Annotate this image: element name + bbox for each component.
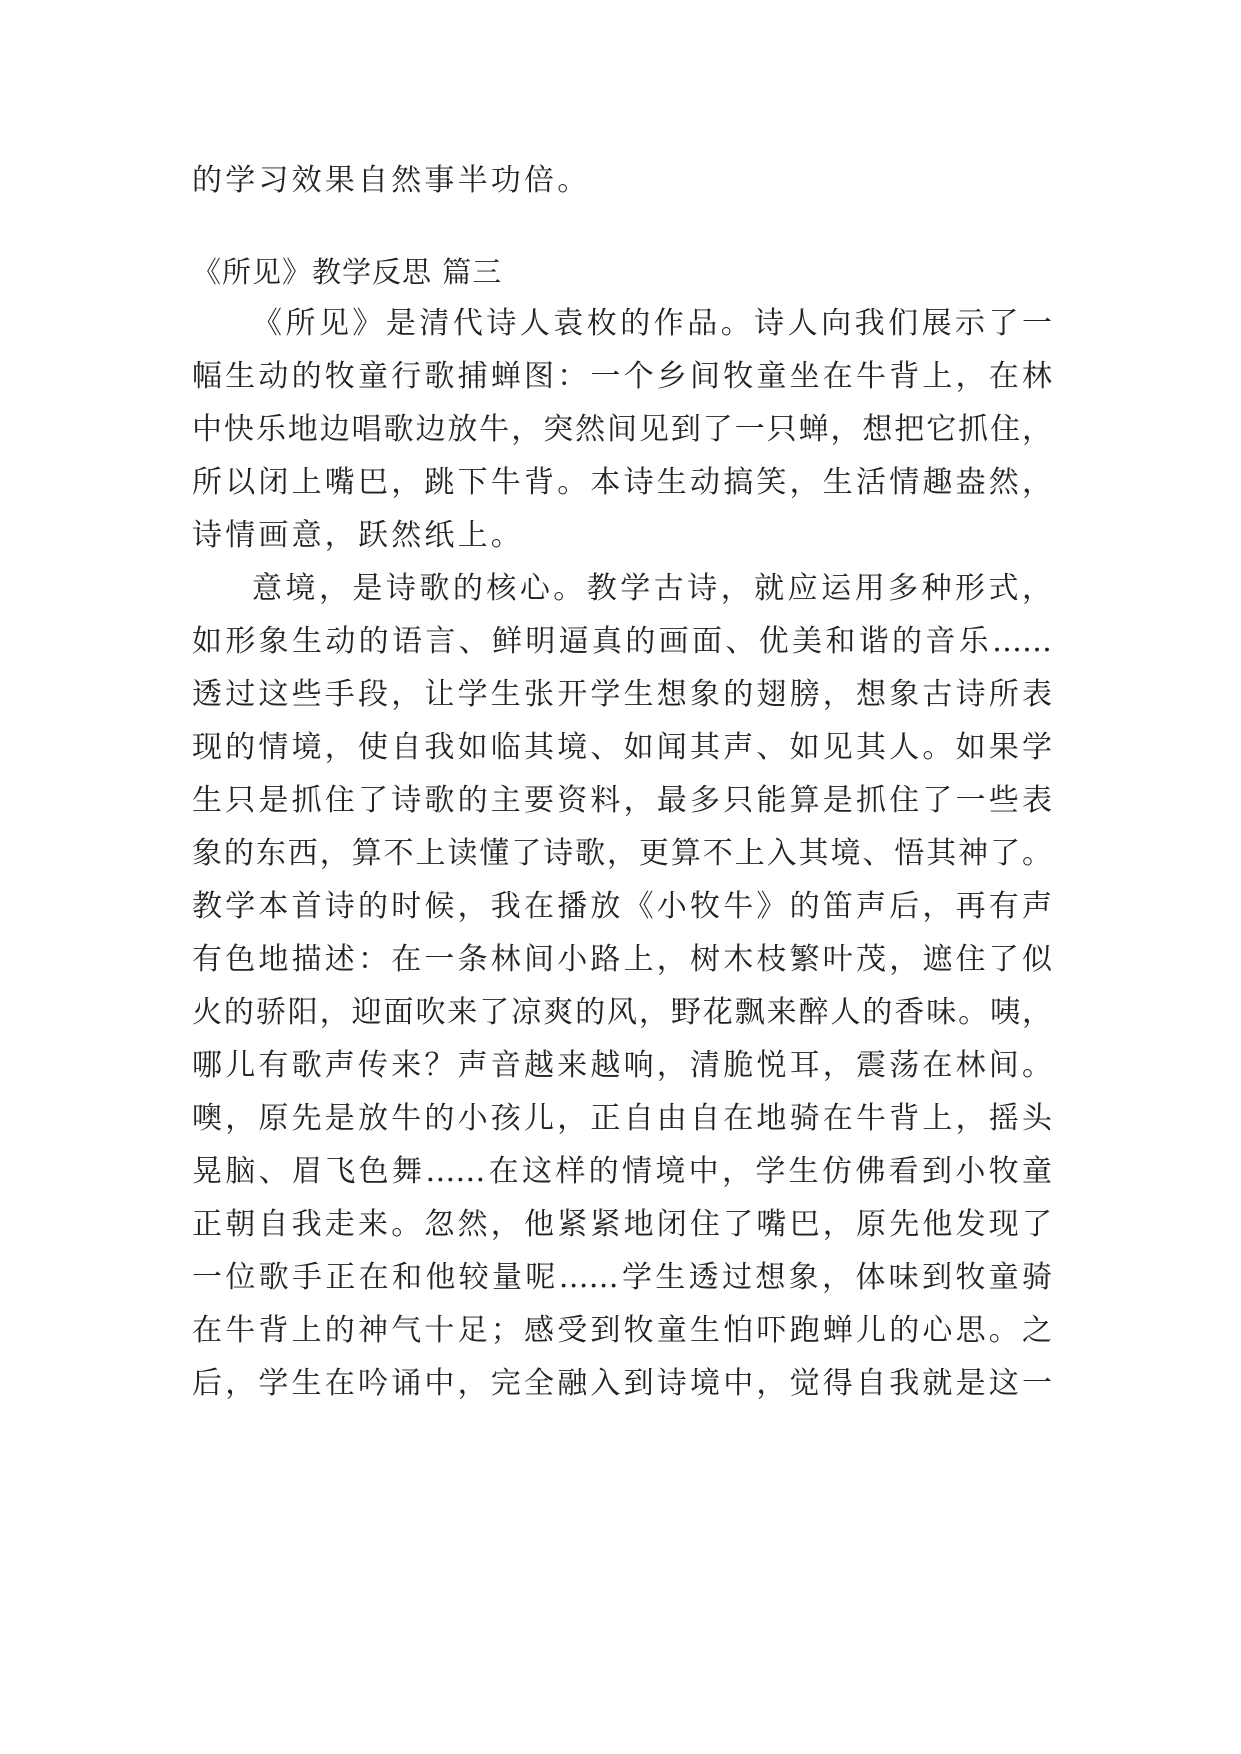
paragraph2-line: 生只是抓住了诗歌的主要资料，最多只能算是抓住了一些表	[192, 783, 1052, 818]
paragraph2-line: 教学本首诗的时候，我在播放《小牧牛》的笛声后，再有声	[192, 889, 1052, 924]
section-title: 《所见》教学反思 篇三	[192, 255, 503, 289]
paragraph1-line: 《所见》是清代诗人袁枚的作品。诗人向我们展示了一	[252, 306, 1052, 341]
paragraph2-line: 透过这些手段，让学生张开学生想象的翅膀，想象古诗所表	[192, 677, 1052, 712]
paragraph1-line: 中快乐地边唱歌边放牛，突然间见到了一只蝉，想把它抓住，	[192, 412, 1052, 447]
carryover-line: 的学习效果自然事半功倍。	[192, 163, 591, 198]
paragraph2-line: 在牛背上的神气十足；感受到牧童生怕吓跑蝉儿的心思。之	[192, 1313, 1052, 1348]
paragraph2-line: 哪儿有歌声传来？声音越来越响，清脆悦耳，震荡在林间。	[192, 1048, 1052, 1083]
paragraph1-line: 所以闭上嘴巴，跳下牛背。本诗生动搞笑，生活情趣盎然，	[192, 465, 1052, 500]
paragraph2-line: 后，学生在吟诵中，完全融入到诗境中，觉得自我就是这一	[192, 1366, 1052, 1401]
paragraph1-line: 幅生动的牧童行歌捕蝉图：一个乡间牧童坐在牛背上，在林	[192, 359, 1052, 394]
paragraph2-line: 象的东西，算不上读懂了诗歌，更算不上入其境、悟其神了。	[192, 836, 1052, 871]
paragraph2-line: 一位歌手正在和他较量呢……学生透过想象，体味到牧童骑	[192, 1260, 1052, 1295]
paragraph2-line: 有色地描述：在一条林间小路上，树木枝繁叶茂，遮住了似	[192, 942, 1052, 977]
paragraph2-line: 火的骄阳，迎面吹来了凉爽的风，野花飘来醉人的香味。咦，	[192, 995, 1052, 1030]
paragraph2-line: 现的情境，使自我如临其境、如闻其声、如见其人。如果学	[192, 730, 1052, 765]
paragraph1-line: 诗情画意，跃然纸上。	[192, 518, 524, 553]
paragraph2-line: 晃脑、眉飞色舞……在这样的情境中，学生仿佛看到小牧童	[192, 1154, 1052, 1189]
paragraph2-line: 噢，原先是放牛的小孩儿，正自由自在地骑在牛背上，摇头	[192, 1101, 1052, 1136]
paragraph2-line: 如形象生动的语言、鲜明逼真的画面、优美和谐的音乐……	[192, 624, 1052, 659]
paragraph2-line: 正朝自我走来。忽然，他紧紧地闭住了嘴巴，原先他发现了	[192, 1207, 1052, 1242]
paragraph2-line: 意境，是诗歌的核心。教学古诗，就应运用多种形式，	[252, 571, 1052, 606]
